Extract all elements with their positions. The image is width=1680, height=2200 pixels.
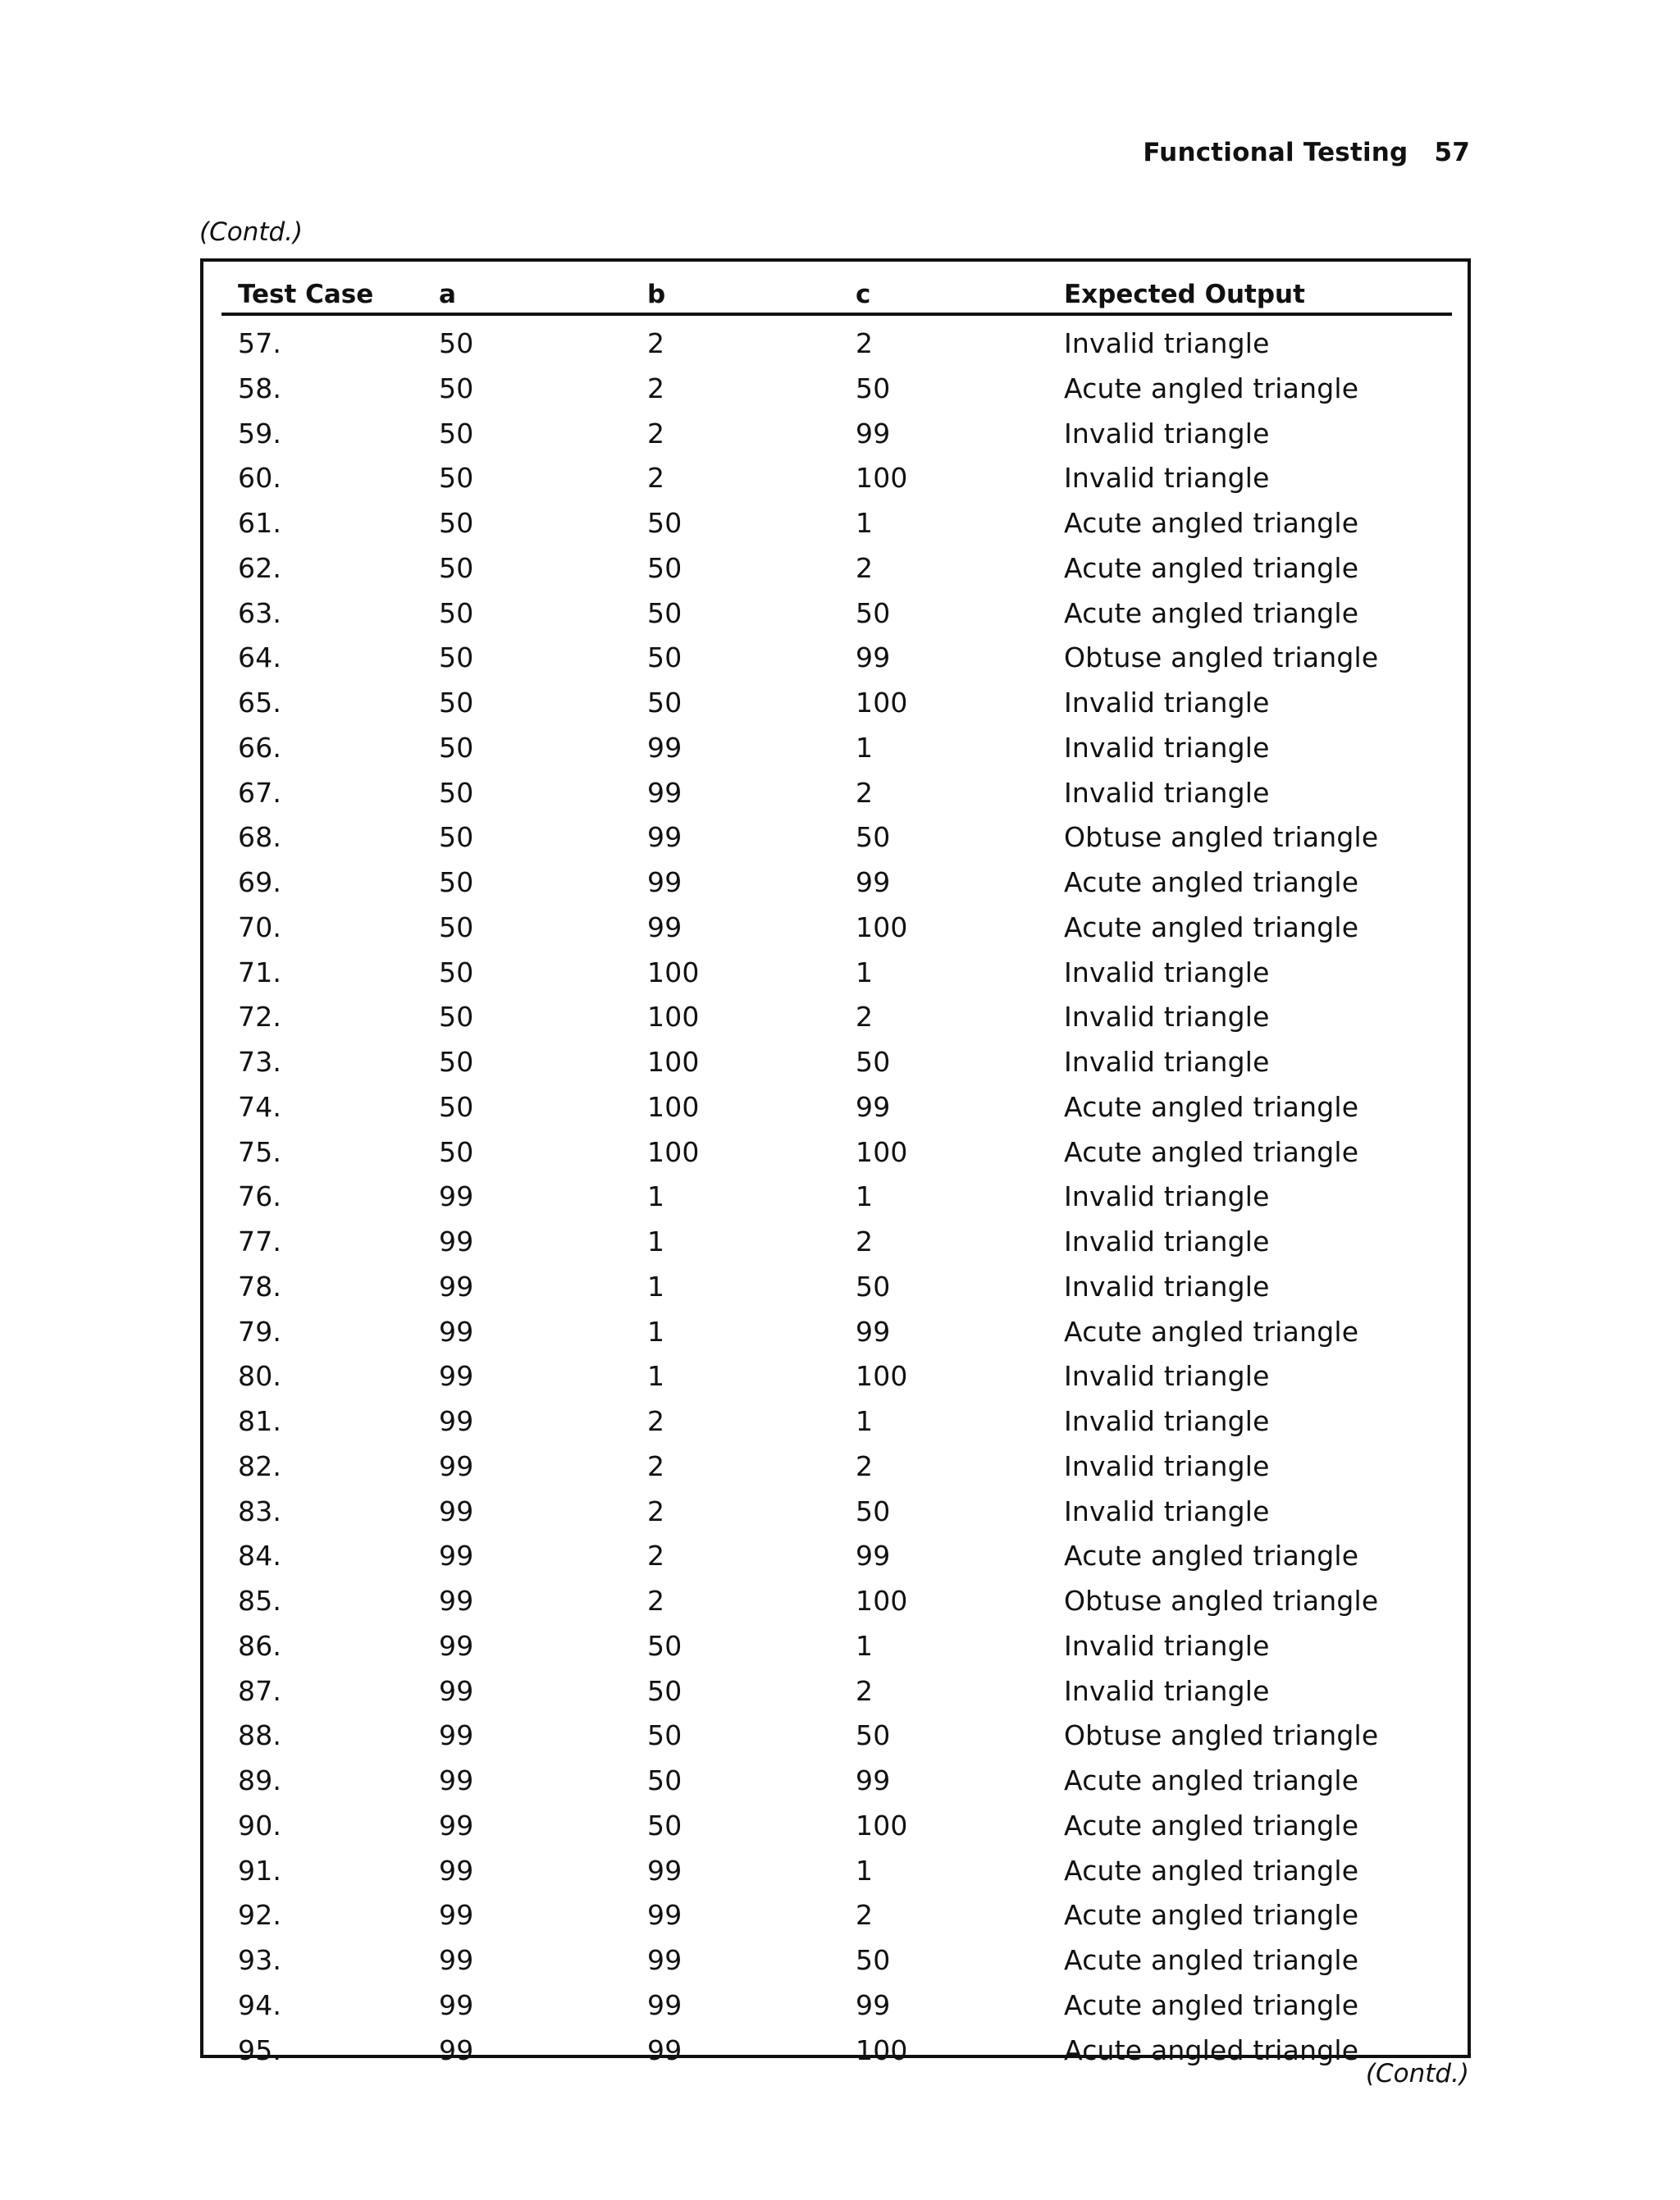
cell-b: 50 [647, 507, 682, 539]
cell-expected-output: Obtuse angled triangle [1064, 1719, 1379, 1752]
cell-test-case: 95. [238, 2033, 282, 2066]
cell-c: 99 [856, 1540, 891, 1572]
table-row [221, 1887, 1452, 1933]
cell-test-case: 68. [238, 821, 282, 854]
cell-expected-output: Invalid triangle [1064, 1449, 1270, 1482]
cell-a: 50 [439, 956, 474, 988]
cell-a: 50 [439, 596, 474, 629]
cell-b: 50 [647, 1674, 682, 1707]
cell-a: 99 [439, 1899, 474, 1932]
cell-test-case: 94. [238, 1988, 282, 2021]
cell-b: 99 [647, 866, 682, 898]
cell-test-case: 65. [238, 687, 282, 719]
cell-a: 99 [439, 1495, 474, 1527]
cell-b: 50 [647, 1719, 682, 1752]
cell-a: 50 [439, 462, 474, 495]
table-row [221, 900, 1452, 945]
header-expected-output: Expected Output [1064, 280, 1305, 309]
cell-b: 99 [647, 1899, 682, 1932]
cell-expected-output: Acute angled triangle [1064, 507, 1359, 539]
cell-c: 100 [856, 1360, 908, 1393]
cell-expected-output: Invalid triangle [1064, 776, 1270, 809]
table-row [221, 541, 1452, 586]
cell-test-case: 82. [238, 1449, 282, 1482]
continued-label-bottom: (Contd.) [1365, 2059, 1469, 2088]
cell-c: 1 [856, 731, 874, 764]
test-case-table [200, 258, 1471, 2066]
cell-b: 50 [647, 1764, 682, 1796]
continued-label-top: (Contd.) [199, 217, 304, 247]
cell-a: 99 [439, 1764, 474, 1796]
cell-test-case: 69. [238, 866, 282, 898]
cell-test-case: 93. [238, 1944, 282, 1976]
cell-test-case: 88. [238, 1719, 282, 1752]
table-row [221, 1439, 1452, 1484]
cell-b: 50 [647, 1629, 682, 1662]
cell-a: 99 [439, 1585, 474, 1617]
cell-c: 2 [856, 551, 874, 584]
cell-test-case: 72. [238, 1001, 282, 1034]
cell-expected-output: Acute angled triangle [1064, 1540, 1359, 1572]
cell-test-case: 92. [238, 1899, 282, 1932]
cell-b: 99 [647, 776, 682, 809]
cell-c: 2 [856, 1899, 874, 1932]
cell-b: 99 [647, 2033, 682, 2066]
cell-expected-output: Invalid triangle [1064, 1180, 1270, 1213]
cell-b: 2 [647, 462, 665, 495]
cell-test-case: 62. [238, 551, 282, 584]
cell-c: 50 [856, 1719, 891, 1752]
cell-test-case: 90. [238, 1809, 282, 1842]
cell-expected-output: Invalid triangle [1064, 687, 1270, 719]
header-b: b [647, 280, 666, 309]
cell-c: 1 [856, 507, 874, 539]
cell-a: 50 [439, 911, 474, 943]
cell-c: 100 [856, 1809, 908, 1842]
cell-expected-output: Invalid triangle [1064, 1629, 1270, 1662]
cell-c: 100 [856, 911, 908, 943]
table-row [221, 586, 1452, 631]
table-row [221, 675, 1452, 720]
cell-expected-output: Acute angled triangle [1064, 1315, 1359, 1348]
table-rows [221, 316, 1452, 2067]
cell-a: 50 [439, 687, 474, 719]
cell-expected-output: Invalid triangle [1064, 462, 1270, 495]
cell-expected-output: Invalid triangle [1064, 731, 1270, 764]
table-row [221, 1079, 1452, 1125]
table-row [221, 1349, 1452, 1394]
cell-a: 99 [439, 1809, 474, 1842]
cell-c: 99 [856, 1988, 891, 2021]
cell-c: 100 [856, 2033, 908, 2066]
cell-a: 99 [439, 1360, 474, 1393]
table-row [221, 1933, 1452, 1978]
cell-a: 50 [439, 327, 474, 359]
cell-b: 1 [647, 1315, 665, 1348]
cell-expected-output: Acute angled triangle [1064, 1809, 1359, 1842]
cell-expected-output: Invalid triangle [1064, 956, 1270, 988]
cell-c: 50 [856, 596, 891, 629]
cell-b: 50 [647, 596, 682, 629]
table-row [221, 1798, 1452, 1843]
header-a: a [439, 280, 456, 309]
cell-expected-output: Acute angled triangle [1064, 551, 1359, 584]
table-row [221, 1169, 1452, 1214]
cell-expected-output: Acute angled triangle [1064, 866, 1359, 898]
cell-c: 99 [856, 1764, 891, 1796]
cell-a: 50 [439, 776, 474, 809]
cell-a: 50 [439, 821, 474, 854]
cell-b: 1 [647, 1226, 665, 1257]
cell-test-case: 70. [238, 911, 282, 943]
cell-test-case: 63. [238, 596, 282, 629]
cell-test-case: 73. [238, 1046, 282, 1078]
table-row [221, 1304, 1452, 1349]
cell-test-case: 89. [238, 1764, 282, 1796]
cell-expected-output: Invalid triangle [1064, 1001, 1270, 1034]
table-row [221, 1259, 1452, 1304]
cell-c: 99 [856, 641, 891, 674]
cell-c: 50 [856, 372, 891, 404]
table-row [221, 1214, 1452, 1259]
cell-test-case: 67. [238, 776, 282, 809]
cell-b: 50 [647, 551, 682, 584]
cell-expected-output: Acute angled triangle [1064, 911, 1359, 943]
table-row [221, 1528, 1452, 1573]
table-row [221, 945, 1452, 990]
cell-c: 1 [856, 1854, 874, 1887]
cell-a: 99 [439, 1226, 474, 1257]
cell-expected-output: Invalid triangle [1064, 1495, 1270, 1527]
table-row [221, 1664, 1452, 1709]
cell-test-case: 64. [238, 641, 282, 674]
cell-test-case: 76. [238, 1180, 282, 1213]
cell-a: 50 [439, 1001, 474, 1034]
cell-a: 99 [439, 1629, 474, 1662]
cell-a: 50 [439, 1090, 474, 1123]
cell-expected-output: Invalid triangle [1064, 1360, 1270, 1393]
cell-c: 50 [856, 1270, 891, 1303]
table-row [221, 989, 1452, 1034]
cell-expected-output: Acute angled triangle [1064, 1988, 1359, 2021]
cell-a: 99 [439, 1944, 474, 1976]
table-row [221, 1708, 1452, 1753]
cell-test-case: 87. [238, 1674, 282, 1707]
cell-a: 99 [439, 1674, 474, 1707]
cell-test-case: 59. [238, 417, 282, 450]
header-test-case: Test Case [238, 280, 374, 309]
cell-c: 99 [856, 1315, 891, 1348]
table-row [221, 1753, 1452, 1798]
cell-c: 100 [856, 687, 908, 719]
cell-b: 2 [647, 372, 665, 404]
cell-expected-output: Acute angled triangle [1064, 1899, 1359, 1932]
cell-c: 2 [856, 1449, 874, 1482]
cell-a: 50 [439, 866, 474, 898]
cell-expected-output: Obtuse angled triangle [1064, 1585, 1379, 1617]
cell-c: 2 [856, 1001, 874, 1034]
table-row [221, 450, 1452, 495]
cell-b: 2 [647, 417, 665, 450]
cell-c: 99 [856, 417, 891, 450]
cell-a: 50 [439, 641, 474, 674]
cell-b: 100 [647, 1090, 700, 1123]
cell-test-case: 58. [238, 372, 282, 404]
cell-c: 2 [856, 776, 874, 809]
table-row [221, 1978, 1452, 2023]
cell-c: 50 [856, 821, 891, 854]
cell-c: 50 [856, 1495, 891, 1527]
cell-expected-output: Acute angled triangle [1064, 1854, 1359, 1887]
cell-expected-output: Acute angled triangle [1064, 1944, 1359, 1976]
cell-a: 50 [439, 551, 474, 584]
cell-test-case: 71. [238, 956, 282, 988]
table-row [221, 1034, 1452, 1079]
cell-c: 100 [856, 1135, 908, 1168]
cell-b: 2 [647, 1540, 665, 1572]
cell-b: 99 [647, 1988, 682, 2021]
cell-expected-output: Invalid triangle [1064, 1270, 1270, 1303]
cell-b: 1 [647, 1270, 665, 1303]
cell-a: 99 [439, 2033, 474, 2066]
cell-expected-output: Invalid triangle [1064, 1226, 1270, 1257]
table-header-row [221, 270, 1452, 316]
table-row [221, 810, 1452, 855]
cell-test-case: 91. [238, 1854, 282, 1887]
cell-expected-output: Invalid triangle [1064, 1674, 1270, 1707]
page-number: 57 [1434, 138, 1470, 167]
cell-c: 99 [856, 1090, 891, 1123]
cell-a: 99 [439, 1449, 474, 1482]
table-row [221, 630, 1452, 675]
table-row [221, 316, 1452, 361]
cell-test-case: 61. [238, 507, 282, 539]
cell-b: 2 [647, 1449, 665, 1482]
cell-a: 50 [439, 731, 474, 764]
cell-expected-output: Invalid triangle [1064, 1046, 1270, 1078]
cell-test-case: 57. [238, 327, 282, 359]
table-body [221, 270, 1452, 2067]
chapter-title: Functional Testing [1143, 138, 1408, 167]
cell-c: 100 [856, 462, 908, 495]
cell-test-case: 81. [238, 1405, 282, 1437]
cell-test-case: 78. [238, 1270, 282, 1303]
cell-c: 1 [856, 956, 874, 988]
cell-b: 99 [647, 731, 682, 764]
cell-c: 100 [856, 1585, 908, 1617]
cell-expected-output: Acute angled triangle [1064, 1764, 1359, 1796]
cell-expected-output: Invalid triangle [1064, 1405, 1270, 1437]
cell-b: 100 [647, 1001, 700, 1034]
cell-c: 1 [856, 1405, 874, 1437]
cell-a: 99 [439, 1540, 474, 1572]
cell-a: 99 [439, 1270, 474, 1303]
cell-b: 50 [647, 641, 682, 674]
table-row [221, 765, 1452, 810]
cell-a: 50 [439, 1046, 474, 1078]
cell-c: 2 [856, 1226, 874, 1257]
table-row [221, 1125, 1452, 1170]
table-row [221, 855, 1452, 900]
cell-a: 99 [439, 1854, 474, 1887]
cell-a: 50 [439, 507, 474, 539]
cell-expected-output: Acute angled triangle [1064, 2033, 1359, 2066]
cell-c: 99 [856, 866, 891, 898]
cell-test-case: 79. [238, 1315, 282, 1348]
cell-a: 99 [439, 1180, 474, 1213]
cell-b: 99 [647, 1854, 682, 1887]
cell-b: 99 [647, 911, 682, 943]
running-head [1143, 138, 1470, 167]
cell-test-case: 85. [238, 1585, 282, 1617]
cell-c: 50 [856, 1046, 891, 1078]
cell-b: 50 [647, 687, 682, 719]
cell-expected-output: Obtuse angled triangle [1064, 641, 1379, 674]
cell-b: 1 [647, 1360, 665, 1393]
cell-test-case: 74. [238, 1090, 282, 1123]
cell-b: 50 [647, 1809, 682, 1842]
cell-test-case: 60. [238, 462, 282, 495]
table-row [221, 720, 1452, 765]
cell-b: 2 [647, 1495, 665, 1527]
cell-b: 99 [647, 1944, 682, 1976]
cell-test-case: 83. [238, 1495, 282, 1527]
cell-test-case: 77. [238, 1226, 282, 1257]
cell-test-case: 86. [238, 1629, 282, 1662]
table-row [221, 361, 1452, 406]
cell-expected-output: Invalid triangle [1064, 327, 1270, 359]
cell-a: 99 [439, 1719, 474, 1752]
cell-c: 50 [856, 1944, 891, 1976]
table-row [221, 1484, 1452, 1529]
header-c: c [856, 280, 871, 309]
cell-expected-output: Invalid triangle [1064, 417, 1270, 450]
cell-expected-output: Acute angled triangle [1064, 1135, 1359, 1168]
table-row [221, 1573, 1452, 1618]
cell-b: 100 [647, 1046, 700, 1078]
cell-b: 99 [647, 821, 682, 854]
table-row [221, 1394, 1452, 1439]
table-row [221, 495, 1452, 541]
cell-a: 99 [439, 1405, 474, 1437]
cell-a: 99 [439, 1315, 474, 1348]
cell-a: 50 [439, 372, 474, 404]
table-row [221, 2023, 1452, 2068]
cell-b: 2 [647, 1405, 665, 1437]
table-row [221, 406, 1452, 451]
cell-expected-output: Acute angled triangle [1064, 596, 1359, 629]
cell-expected-output: Acute angled triangle [1064, 1090, 1359, 1123]
cell-test-case: 80. [238, 1360, 282, 1393]
cell-b: 100 [647, 956, 700, 988]
table-row [221, 1843, 1452, 1888]
cell-a: 50 [439, 1135, 474, 1168]
cell-b: 2 [647, 327, 665, 359]
cell-c: 2 [856, 327, 874, 359]
cell-b: 2 [647, 1585, 665, 1617]
cell-b: 100 [647, 1135, 700, 1168]
cell-expected-output: Acute angled triangle [1064, 372, 1359, 404]
cell-test-case: 84. [238, 1540, 282, 1572]
cell-c: 1 [856, 1629, 874, 1662]
cell-test-case: 75. [238, 1135, 282, 1168]
table-row [221, 1618, 1452, 1664]
cell-c: 1 [856, 1180, 874, 1213]
cell-test-case: 66. [238, 731, 282, 764]
cell-b: 1 [647, 1180, 665, 1213]
cell-a: 99 [439, 1988, 474, 2021]
cell-a: 50 [439, 417, 474, 450]
cell-c: 2 [856, 1674, 874, 1707]
cell-expected-output: Obtuse angled triangle [1064, 821, 1379, 854]
